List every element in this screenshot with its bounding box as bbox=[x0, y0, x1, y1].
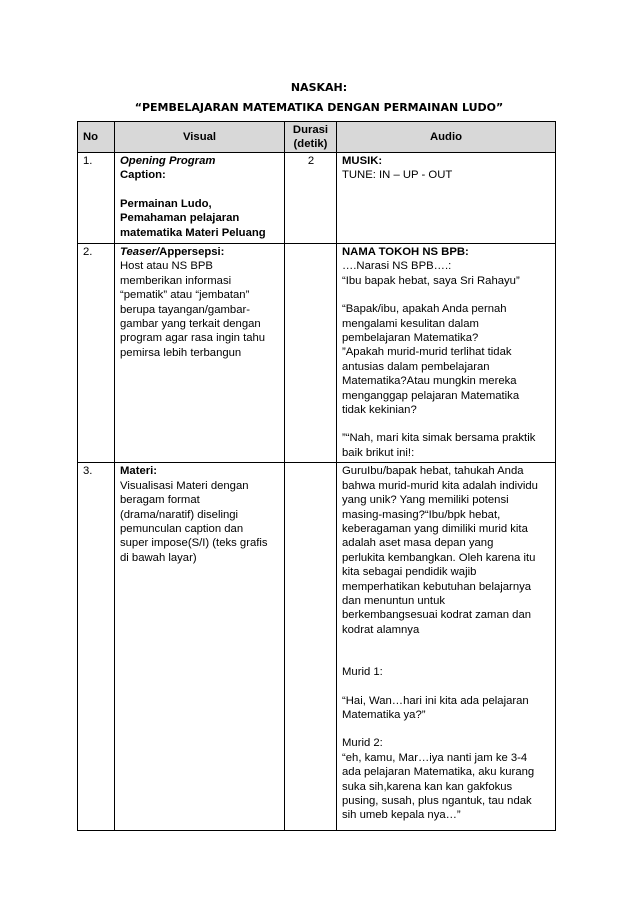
murid1-label: Murid 1: bbox=[342, 666, 383, 679]
audio-line: Matematika ya?” bbox=[342, 708, 426, 721]
visual-title: Opening Program bbox=[120, 155, 216, 167]
visual-line: berupa tayangan/gambar- bbox=[120, 303, 251, 316]
visual-line: pemunculan caption dan bbox=[120, 522, 244, 535]
header-durasi-line2: (detik) bbox=[293, 138, 328, 150]
row-number: 1. bbox=[78, 153, 115, 244]
script-table bbox=[77, 121, 556, 831]
visual-line: gambar yang terkait dengan bbox=[120, 318, 261, 331]
visual-line: Pemahaman pelajaran bbox=[120, 212, 240, 225]
visual-title bbox=[120, 245, 280, 259]
audio-line: tidak kekinian? bbox=[342, 404, 417, 417]
audio-line: yang unik? Yang memiliki potensi bbox=[342, 494, 509, 507]
audio-line: kodrat alamnya bbox=[342, 623, 420, 636]
visual-line: “pematik” atau “jembatan” bbox=[120, 289, 250, 302]
audio-line: mengalami kesulitan dalam bbox=[342, 317, 479, 330]
audio-line: pembelajaran Matematika? bbox=[342, 332, 479, 345]
audio-line: “Hai, Wan…hari ini kita ada pelajaran bbox=[342, 694, 529, 707]
audio-line: kita sebagai pendidik wajib bbox=[342, 566, 477, 579]
audio-line: “Ibu bapak hebat, saya Sri Rahayu” bbox=[342, 274, 520, 287]
visual-line: matematika Materi Peluang bbox=[120, 226, 266, 239]
visual-line: Permainan Ludo, bbox=[120, 197, 212, 210]
visual-caption-label: Caption: bbox=[120, 169, 166, 182]
audio-line: pusing, susah, plus ngantuk, tau ndak bbox=[342, 795, 532, 807]
row-number: 2. bbox=[78, 244, 115, 463]
audio-line: keberagaman yang dimiliki murid kita bbox=[342, 522, 528, 535]
audio-title: NAMA TOKOH NS BPB: bbox=[342, 246, 469, 258]
visual-cell bbox=[115, 153, 285, 244]
audio-line: ada pelajaran Matematika, aku kurang bbox=[342, 766, 535, 779]
audio-line: dan menuntun untuk bbox=[342, 594, 446, 607]
audio-line: berkembangsesuai kodrat zaman dan bbox=[342, 609, 532, 622]
header-visual: Visual bbox=[115, 122, 285, 153]
visual-title-italic: Teaser/ bbox=[120, 246, 160, 258]
audio-line: GuruIbu/bapak hebat, tahukah Anda bbox=[342, 465, 524, 478]
table-header-row bbox=[78, 122, 556, 153]
table-row bbox=[78, 463, 556, 831]
header-audio: Audio bbox=[337, 122, 556, 153]
visual-line: di bawah layar) bbox=[120, 551, 197, 564]
visual-line: beragam format bbox=[120, 494, 200, 507]
audio-line: memperhatikan kebutuhan belajarnya bbox=[342, 580, 532, 593]
header-durasi bbox=[285, 122, 337, 153]
header-no: No bbox=[78, 122, 115, 153]
audio-line: antusias dalam pembelajaran bbox=[342, 360, 490, 373]
visual-line: (drama/naratif) diselingi bbox=[120, 508, 239, 521]
document-heading: NASKAH: bbox=[290, 81, 348, 94]
audio-line: menganggap pelajaran Matematika bbox=[342, 389, 520, 402]
visual-cell bbox=[115, 244, 285, 463]
visual-line: pemirsa lebih terbangun bbox=[120, 346, 242, 359]
audio-line: suka sih,karena kan kan gakfokus bbox=[342, 780, 513, 793]
audio-line: sih umeb kepala nya…” bbox=[342, 809, 461, 822]
document-subheading: “PEMBELAJARAN MATEMATIKA DENGAN PERMAINAN LUDO” bbox=[134, 101, 504, 114]
audio-line: adalah aset masa depan yang bbox=[342, 537, 494, 550]
visual-title: Materi: bbox=[120, 465, 158, 478]
visual-line: program agar rasa ingin tahu bbox=[120, 332, 266, 345]
audio-line: bahwa murid-murid kita adalah individu bbox=[342, 479, 538, 492]
visual-cell bbox=[115, 463, 285, 831]
murid2-label: Murid 2: bbox=[342, 737, 383, 750]
audio-line: TUNE: IN – UP - OUT bbox=[342, 169, 453, 182]
durasi-cell bbox=[285, 244, 337, 463]
audio-line: “eh, kamu, Mar…iya nanti jam ke 3-4 bbox=[342, 751, 528, 764]
audio-line: “Bapak/ibu, apakah Anda pernah bbox=[342, 303, 507, 316]
durasi-cell bbox=[285, 463, 337, 831]
table-row bbox=[78, 153, 556, 244]
visual-line: memberikan informasi bbox=[120, 274, 232, 287]
table-row bbox=[78, 244, 556, 463]
audio-line: ”“Nah, mari kita simak bersama praktik bbox=[342, 432, 536, 445]
header-durasi-line1: Durasi bbox=[292, 124, 329, 136]
audio-title: MUSIK: bbox=[342, 155, 383, 167]
row-number: 3. bbox=[78, 463, 115, 831]
audio-line: Matematika?Atau mungkin mereka bbox=[342, 375, 517, 388]
visual-line: Host atau NS BPB bbox=[120, 260, 213, 273]
audio-line: ….Narasi NS BPB….: bbox=[342, 260, 452, 273]
audio-line: baik brikut ini!: bbox=[342, 446, 415, 459]
visual-title-rest: Appersepsi: bbox=[159, 246, 225, 258]
durasi-cell: 2 bbox=[285, 153, 337, 244]
audio-cell bbox=[337, 244, 556, 463]
audio-line: ”Apakah murid-murid terlihat tidak bbox=[342, 346, 512, 359]
audio-cell bbox=[337, 463, 556, 831]
audio-line: masing-masing?“Ibu/bpk hebat, bbox=[342, 508, 501, 521]
visual-line: Visualisasi Materi dengan bbox=[120, 479, 249, 492]
audio-cell bbox=[337, 153, 556, 244]
visual-line: super impose(S/I) (teks grafis bbox=[120, 537, 268, 550]
audio-line: perlukita kembangkan. Oleh karena itu bbox=[342, 551, 536, 564]
